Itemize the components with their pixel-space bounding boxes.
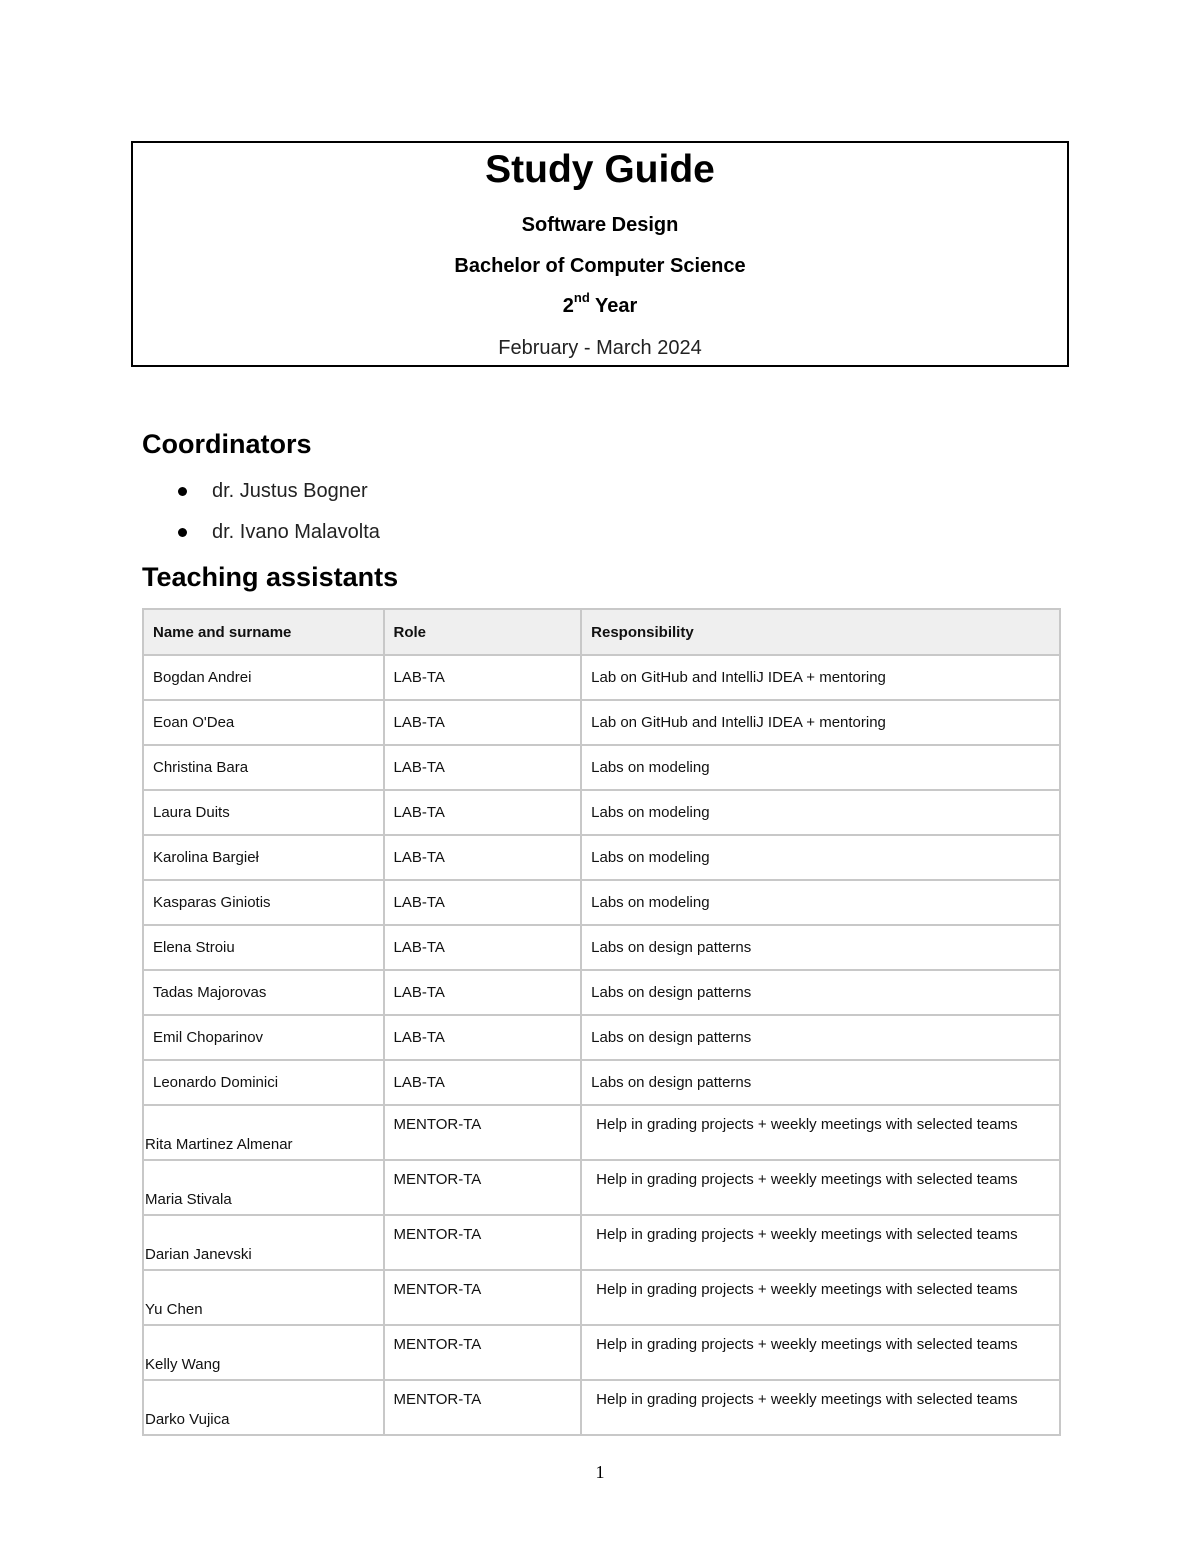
- table-row: [143, 655, 1060, 700]
- ta-role-cell: LAB-TA: [384, 970, 582, 1015]
- table-row: [143, 1270, 1060, 1325]
- ta-role-cell: MENTOR-TA: [384, 1325, 582, 1380]
- ta-name-cell: Darian Janevski: [143, 1215, 384, 1270]
- column-header-responsibility: Responsibility: [581, 609, 1060, 655]
- teaching-assistants-table: [142, 608, 1061, 1436]
- year-number: 2: [562, 295, 574, 317]
- ta-name-cell: Kasparas Giniotis: [143, 880, 384, 925]
- ta-role-cell: LAB-TA: [384, 835, 582, 880]
- ta-responsibility-cell: Labs on modeling: [581, 745, 1060, 790]
- ta-responsibility-cell: Lab on GitHub and IntelliJ IDEA + mentoring: [581, 655, 1060, 700]
- table-row: [143, 970, 1060, 1015]
- ta-role-cell: MENTOR-TA: [384, 1160, 582, 1215]
- table-row: [143, 790, 1060, 835]
- table-row: [143, 1105, 1060, 1160]
- ta-role-cell: LAB-TA: [384, 790, 582, 835]
- ta-responsibility-cell: Labs on design patterns: [581, 1015, 1060, 1060]
- ta-name-cell: Emil Choparinov: [143, 1015, 384, 1060]
- coordinator-item: [142, 475, 380, 516]
- coordinator-name: dr. Ivano Malavolta: [212, 521, 380, 543]
- ta-responsibility-cell: Labs on design patterns: [581, 1060, 1060, 1105]
- ta-name-cell: Christina Bara: [143, 745, 384, 790]
- ta-responsibility-cell: Labs on modeling: [581, 880, 1060, 925]
- ta-responsibility-cell: Labs on modeling: [581, 835, 1060, 880]
- ta-responsibility-cell: Help in grading projects + weekly meetings with selected teams: [581, 1215, 1060, 1270]
- ta-role-cell: LAB-TA: [384, 655, 582, 700]
- program-name: Bachelor of Computer Science: [454, 255, 746, 277]
- ta-role-cell: MENTOR-TA: [384, 1105, 582, 1160]
- ta-role-cell: LAB-TA: [384, 700, 582, 745]
- ta-responsibility-cell: Help in grading projects + weekly meetings with selected teams: [581, 1160, 1060, 1215]
- ta-role-cell: LAB-TA: [384, 925, 582, 970]
- ta-name-cell: Laura Duits: [143, 790, 384, 835]
- ta-responsibility-cell: Lab on GitHub and IntelliJ IDEA + mentoring: [581, 700, 1060, 745]
- ta-name-cell: Bogdan Andrei: [143, 655, 384, 700]
- ta-name-cell: Darko Vujica: [143, 1380, 384, 1435]
- table-row: [143, 1015, 1060, 1060]
- ta-responsibility-cell: Help in grading projects + weekly meetings with selected teams: [581, 1105, 1060, 1160]
- table-row: [143, 745, 1060, 790]
- ta-responsibility-cell: Labs on modeling: [581, 790, 1060, 835]
- table-header-row: [143, 609, 1060, 655]
- bullet-icon: [178, 487, 187, 496]
- table-row: [143, 1380, 1060, 1435]
- ta-name-cell: Yu Chen: [143, 1270, 384, 1325]
- table-row: [143, 880, 1060, 925]
- column-header-role: Role: [384, 609, 582, 655]
- ta-responsibility-cell: Labs on design patterns: [581, 925, 1060, 970]
- table-row: [143, 925, 1060, 970]
- title-box: [131, 141, 1069, 367]
- table-row: [143, 1160, 1060, 1215]
- ta-role-cell: MENTOR-TA: [384, 1215, 582, 1270]
- ta-name-cell: Tadas Majorovas: [143, 970, 384, 1015]
- coordinators-list: [142, 475, 380, 557]
- ta-role-cell: LAB-TA: [384, 880, 582, 925]
- table-row: [143, 1060, 1060, 1105]
- ta-name-cell: Elena Stroiu: [143, 925, 384, 970]
- page-number: 1: [595, 1462, 605, 1482]
- ta-role-cell: LAB-TA: [384, 745, 582, 790]
- table-row: [143, 1325, 1060, 1380]
- coordinators-heading: Coordinators: [142, 429, 312, 459]
- coordinator-item: [142, 516, 380, 557]
- ta-responsibility-cell: Help in grading projects + weekly meetings with selected teams: [581, 1270, 1060, 1325]
- ta-name-cell: Kelly Wang: [143, 1325, 384, 1380]
- table-row: [143, 700, 1060, 745]
- ta-name-cell: Karolina Bargieł: [143, 835, 384, 880]
- course-name: Software Design: [521, 214, 679, 236]
- year-suffix: nd: [573, 290, 590, 306]
- ta-name-cell: Maria Stivala: [143, 1160, 384, 1215]
- teaching-assistants-heading: Teaching assistants: [142, 562, 399, 592]
- ta-name-cell: Eoan O'Dea: [143, 700, 384, 745]
- ta-responsibility-cell: Help in grading projects + weekly meetings with selected teams: [581, 1325, 1060, 1380]
- ta-role-cell: MENTOR-TA: [384, 1380, 582, 1435]
- ta-responsibility-cell: Labs on design patterns: [581, 970, 1060, 1015]
- document-title: Study Guide: [485, 148, 715, 191]
- ta-role-cell: LAB-TA: [384, 1015, 582, 1060]
- table-row: [143, 835, 1060, 880]
- ta-role-cell: MENTOR-TA: [384, 1270, 582, 1325]
- study-year: [133, 290, 1067, 318]
- ta-name-cell: Leonardo Dominici: [143, 1060, 384, 1105]
- column-header-name: Name and surname: [143, 609, 384, 655]
- bullet-icon: [178, 528, 187, 537]
- year-word: Year: [594, 295, 638, 317]
- ta-responsibility-cell: Help in grading projects + weekly meetings with selected teams: [581, 1380, 1060, 1435]
- ta-role-cell: LAB-TA: [384, 1060, 582, 1105]
- coordinator-name: dr. Justus Bogner: [212, 480, 368, 502]
- ta-name-cell: Rita Martinez Almenar: [143, 1105, 384, 1160]
- table-row: [143, 1215, 1060, 1270]
- course-period: February - March 2024: [498, 337, 702, 359]
